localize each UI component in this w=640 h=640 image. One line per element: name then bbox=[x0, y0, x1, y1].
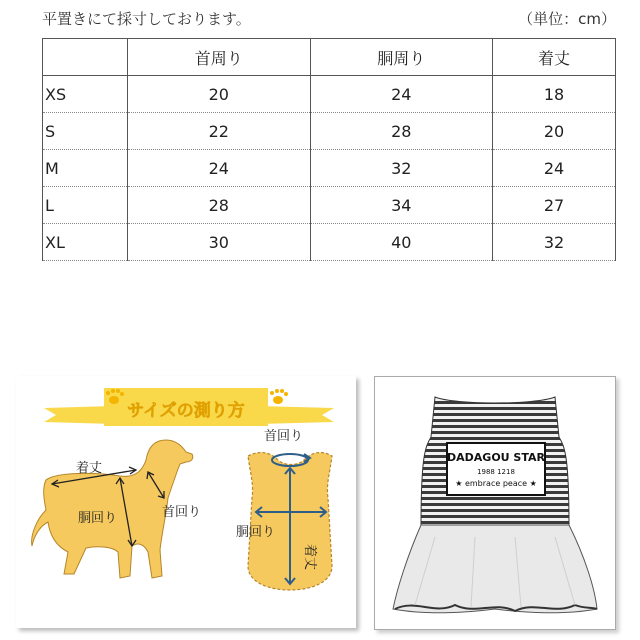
patch-line: ★ embrace peace ★ bbox=[455, 479, 537, 488]
product-photo bbox=[374, 376, 616, 630]
size-label: XS bbox=[43, 76, 128, 113]
table-row bbox=[43, 76, 616, 113]
header-corner bbox=[43, 39, 128, 76]
table-cell: 24 bbox=[310, 76, 493, 113]
size-label: S bbox=[43, 113, 128, 150]
vest-chest-label: 胴回り bbox=[236, 525, 276, 540]
table-cell: 32 bbox=[310, 150, 493, 187]
table-cell: 20 bbox=[493, 113, 616, 150]
vest-neck-label: 首回り bbox=[264, 429, 304, 444]
unit-note: （単位：cm） bbox=[518, 10, 616, 28]
table-cell: 24 bbox=[493, 150, 616, 187]
table-header-row bbox=[43, 39, 616, 76]
vest-length-label: 着丈 bbox=[302, 544, 317, 571]
header-neck: 首周り bbox=[128, 39, 311, 76]
dress-image bbox=[375, 377, 615, 629]
table-cell: 30 bbox=[128, 224, 311, 261]
table-row bbox=[43, 150, 616, 187]
table-cell: 28 bbox=[128, 187, 311, 224]
dog-chest-label: 胴回り bbox=[78, 511, 118, 526]
header-chest: 胴周り bbox=[310, 39, 493, 76]
table-cell: 28 bbox=[310, 113, 493, 150]
size-label: L bbox=[43, 187, 128, 224]
measurement-note: 平置きにて採寸しております。 bbox=[42, 10, 251, 28]
measurement-guide bbox=[16, 376, 356, 628]
table-cell: 20 bbox=[128, 76, 311, 113]
dog-neck-label: 首回り bbox=[162, 505, 202, 520]
table-cell: 22 bbox=[128, 113, 311, 150]
table-cell: 34 bbox=[310, 187, 493, 224]
paw-icon bbox=[270, 389, 288, 404]
table-cell: 32 bbox=[493, 224, 616, 261]
banner-ribbon bbox=[44, 388, 334, 426]
size-label: XL bbox=[43, 224, 128, 261]
size-table bbox=[42, 38, 616, 261]
table-row bbox=[43, 224, 616, 261]
table-cell: 18 bbox=[493, 76, 616, 113]
table-row bbox=[43, 187, 616, 224]
patch-title: DADAGOU STAR bbox=[447, 451, 545, 464]
banner-title: サイズの測り方 bbox=[127, 401, 245, 421]
table-cell: 27 bbox=[493, 187, 616, 224]
size-label: M bbox=[43, 150, 128, 187]
dress-skirt bbox=[393, 525, 597, 613]
table-cell: 24 bbox=[128, 150, 311, 187]
header-length: 着丈 bbox=[493, 39, 616, 76]
table-row bbox=[43, 113, 616, 150]
table-cell: 40 bbox=[310, 224, 493, 261]
patch-sub: 1988 1218 bbox=[477, 468, 515, 476]
measurement-diagram bbox=[16, 376, 356, 628]
dog-length-label: 着丈 bbox=[76, 461, 103, 476]
